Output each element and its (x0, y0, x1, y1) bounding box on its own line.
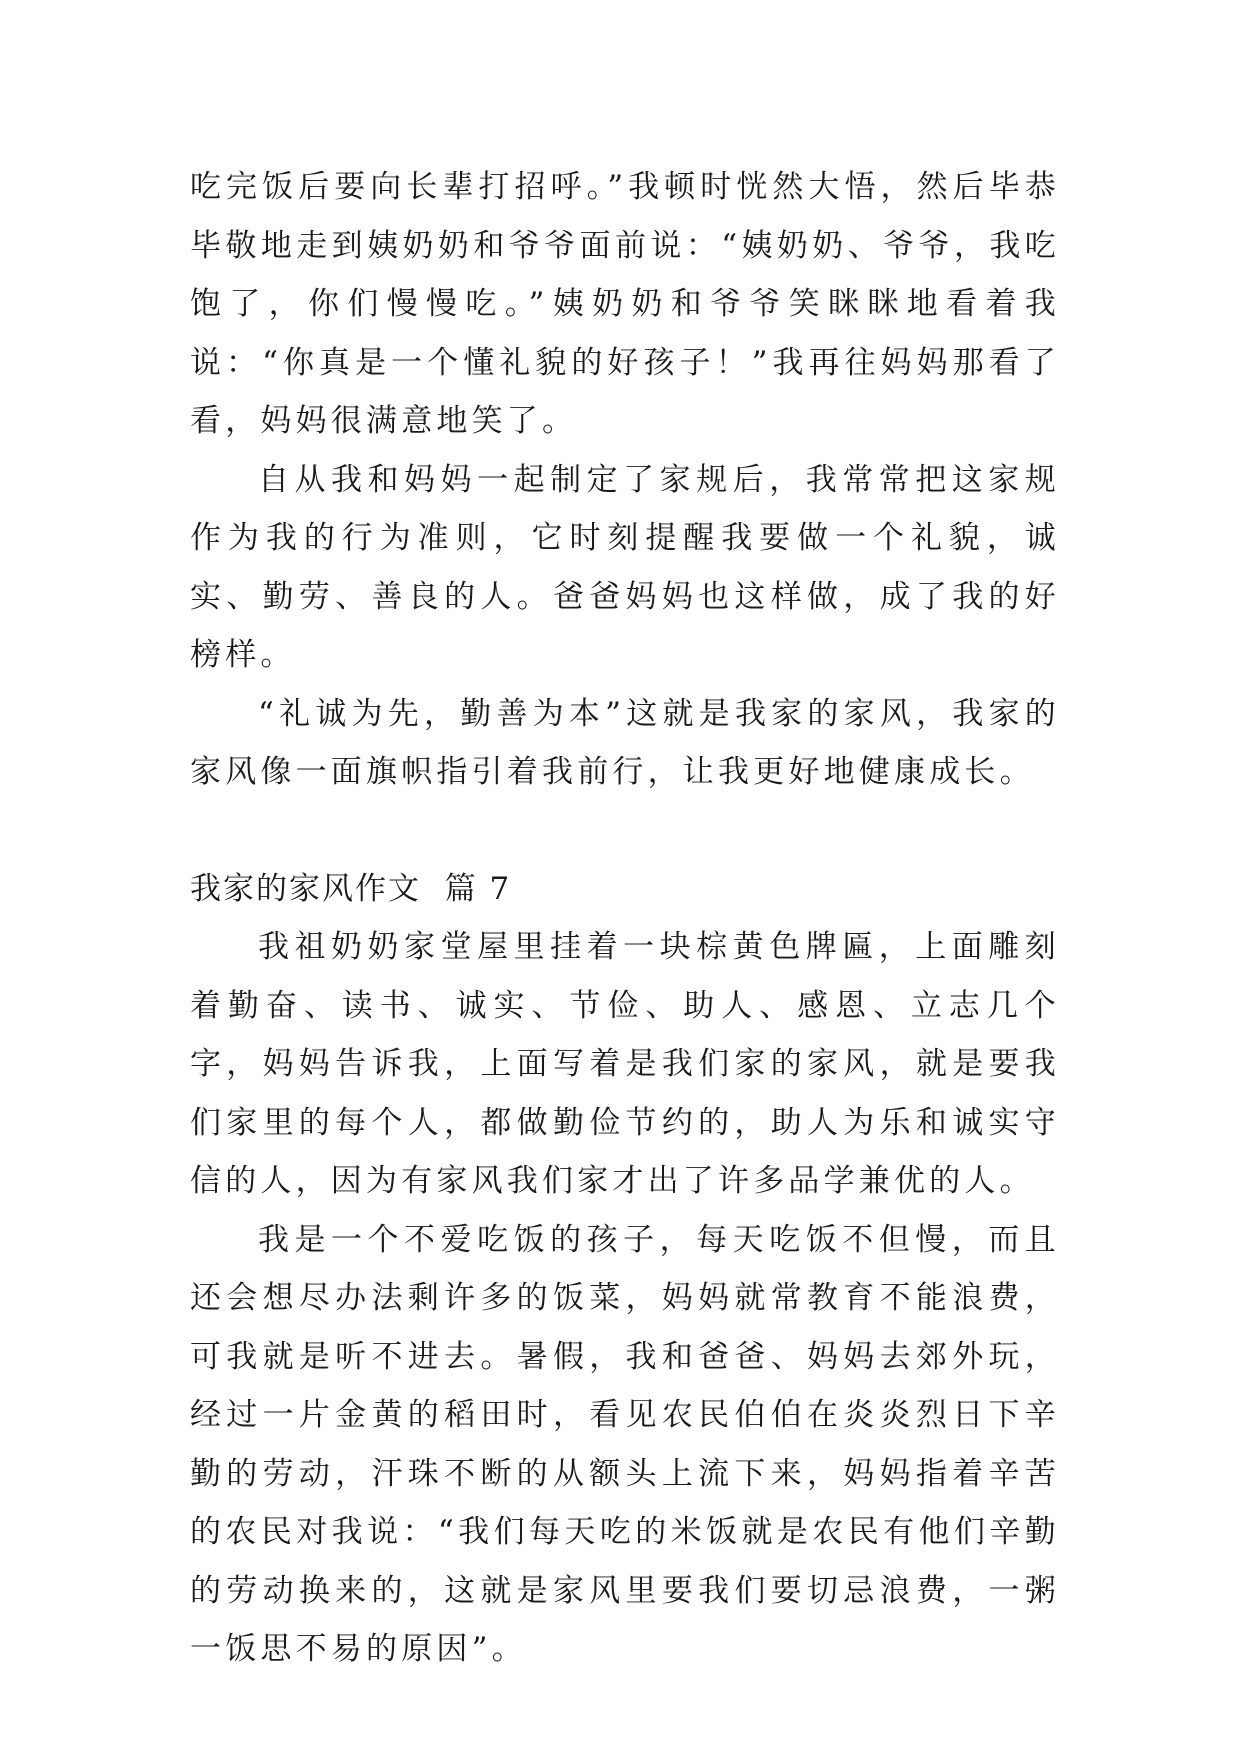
document-page (190, 158, 1060, 1679)
section-heading: 我家的家风作文 篇 7 (190, 870, 512, 907)
paragraph-1: 吃完饭后要向长辈打招呼。”我顿时恍然大悟，然后毕恭毕敬地走到姨奶奶和爷爷面前说：“姨奶奶、爷爷，我吃饱了，你们慢慢吃。”姨奶奶和爷爷笑眯眯地看着我说：“你真是一个懂礼貌的好孩子！”我再往妈妈那看了看，妈妈很满意地笑了。 (190, 169, 1060, 439)
paragraph-2: 自从我和妈妈一起制定了家规后，我常常把这家规作为我的行为准则，它时刻提醒我要做一个礼貌，诚实、勤劳、善良的人。爸爸妈妈也这样做，成了我的好榜样。 (190, 461, 1060, 673)
paragraph-4: 我祖奶奶家堂屋里挂着一块棕黄色牌匾，上面雕刻着勤奋、读书、诚实、节俭、助人、感恩、立志几个字，妈妈告诉我，上面写着是我们家的家风，就是要我们家里的每个人，都做勤俭节约的，助人为乐和诚实守信的人，因为有家风我们家才出了许多品学兼优的人。 (190, 929, 1060, 1199)
section-gap (190, 802, 1060, 860)
paragraph-3: “礼诚为先，勤善为本”这就是我家的家风，我家的家风像一面旗帜指引着我前行，让我更好地健康成长。 (190, 695, 1060, 790)
paragraph-5: 我是一个不爱吃饭的孩子，每天吃饭不但慢，而且还会想尽办法剩许多的饭菜，妈妈就常教育不能浪费，可我就是听不进去。暑假，我和爸爸、妈妈去郊外玩，经过一片金黄的稻田时，看见农民伯伯在炎炎烈日下辛勤的劳动，汗珠不断的从额头上流下来，妈妈指着辛苦的农民对我说：“我们每天吃的米饭就是农民有他们辛勤的劳动换来的，这就是家风里要我们要切忌浪费，一粥一饭思不易的原因”。 (190, 1221, 1060, 1667)
